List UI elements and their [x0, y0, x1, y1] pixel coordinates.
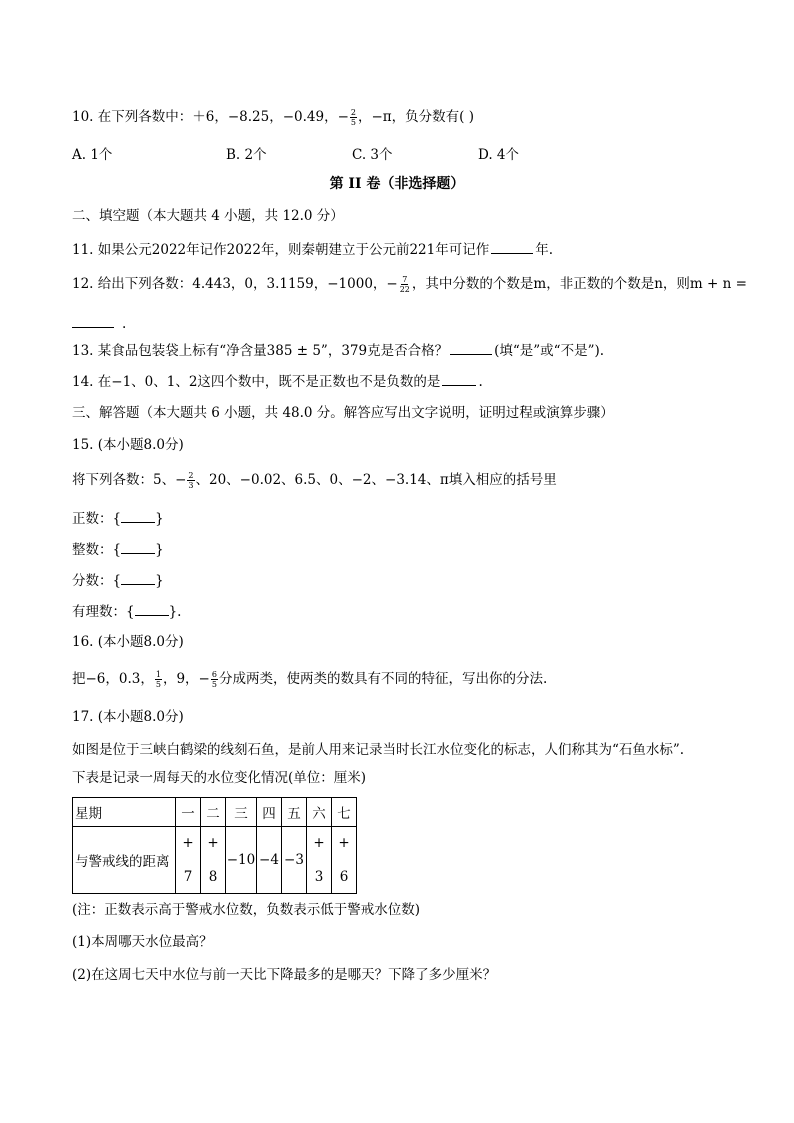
q16-fraction-1: $\frac{1}{5}$ [155, 670, 161, 689]
q11-answer-blank[interactable] [491, 240, 533, 254]
day-fri: 五 [282, 798, 307, 827]
q17-sub-1: (1)本周哪天水位最高？ [72, 934, 213, 950]
q16-fraction-2: $\frac{6}{5}$ [211, 670, 217, 689]
q12-answer-line: . [72, 314, 126, 333]
day-thu: 四 [257, 798, 282, 827]
table-row [73, 798, 357, 827]
q14-answer-blank[interactable] [442, 372, 476, 386]
q17-sub-2: (2)在这周七天中水位与前一天比下降最多的是哪天？下降了多少厘米？ [72, 967, 497, 983]
q15-integer: 整数：{ } [72, 542, 164, 558]
q15-fraction-cat: 分数：{ } [72, 573, 164, 589]
day-mon: 一 [176, 798, 201, 827]
q10-fraction: $\frac{2}{5}$ [350, 108, 356, 127]
day-sun: 七 [332, 798, 357, 827]
q15-positive: 正数：{ } [72, 511, 164, 527]
q15-fraction: $\frac{2}{3}$ [188, 471, 194, 490]
section3-header: 三、解答题（本大题共 6 小题，共 48.0 分。解答应写出文字说明，证明过程或演算步骤） [72, 405, 614, 421]
water-level-table [72, 797, 357, 894]
value-wed: −10 [226, 827, 257, 894]
value-sat: + 3 [307, 827, 332, 894]
q17-label: 17. (本小题8.0分) [72, 709, 184, 725]
q10-stem: 10. 在下列各数中：＋6，−8.25，−0.49，− $\frac{2}{5}$ ，−π，负分数有( ) [72, 108, 475, 127]
section2-header: 二、填空题（本大题共 4 小题，共 12.0 分） [72, 208, 344, 224]
q15-integer-blank[interactable] [121, 540, 155, 554]
table-row [73, 827, 357, 894]
q12-stem: 12. 给出下列各数：4.443，0，3.1159，−1000，− $\frac{7}{22}$ ，其中分数的个数是m，非正数的个数是n，则m + n = [72, 275, 747, 294]
q14-stem: 14. 在−1、0、1、2这四个数中，既不是正数也不是负数的是 . [72, 374, 483, 390]
day-tue: 二 [201, 798, 226, 827]
q13-stem: 13. 某食品包装袋上标有“净含量385 ± 5”，379克是否合格？ (填“是”或“不是”). [72, 343, 605, 359]
q15-positive-blank[interactable] [121, 509, 155, 523]
q17-note: (注：正数表示高于警戒水位数，负数表示低于警戒水位数) [72, 902, 421, 918]
value-fri: −3 [282, 827, 307, 894]
q10-option-c[interactable]: C. 3个 [352, 147, 393, 163]
q17-desc-1: 如图是位于三峡白鹤梁的线刻石鱼，是前人用来记录当时长江水位变化的标志，人们称其为“石鱼水标”. [72, 742, 685, 758]
q15-fraction-blank[interactable] [121, 571, 155, 585]
q12-answer-blank[interactable] [72, 314, 114, 328]
part2-title: 第 II 卷（非选择题） [329, 176, 465, 192]
day-sat: 六 [307, 798, 332, 827]
q17-desc-2: 下表是记录一周每天的水位变化情况(单位：厘米) [72, 770, 367, 786]
q10-option-a[interactable]: A. 1个 [72, 147, 113, 163]
q15-rational-blank[interactable] [135, 602, 169, 616]
q15-stem: 将下列各数：5、− $\frac{2}{3}$ 、20、−0.02、6.5、0、−2、−3.14、π填入相应的括号里 [72, 471, 557, 490]
q10-option-d[interactable]: D. 4个 [478, 147, 520, 163]
day-wed: 三 [226, 798, 257, 827]
q16-stem: 把−6，0.3， $\frac{1}{5}$ ，9，− $\frac{6}{5}$ 分成两类，使两类的数具有不同的特征，写出你的分法. [72, 670, 548, 689]
value-tue: + 8 [201, 827, 226, 894]
q12-fraction: $\frac{7}{22}$ [399, 275, 410, 294]
row-label-distance: 与警戒线的距离 [73, 827, 176, 894]
value-mon: + 7 [176, 827, 201, 894]
q13-answer-blank[interactable] [450, 341, 492, 355]
value-thu: −4 [257, 827, 282, 894]
q16-label: 16. (本小题8.0分) [72, 634, 184, 650]
q15-label: 15. (本小题8.0分) [72, 437, 184, 453]
q11-stem: 11. 如果公元2022年记作2022年，则秦朝建立于公元前221年可记作 年. [72, 242, 554, 258]
value-sun: + 6 [332, 827, 357, 894]
q15-rational: 有理数：{ }. [72, 604, 182, 620]
row-label-weekday: 星期 [73, 798, 176, 827]
q10-option-b[interactable]: B. 2个 [226, 147, 267, 163]
